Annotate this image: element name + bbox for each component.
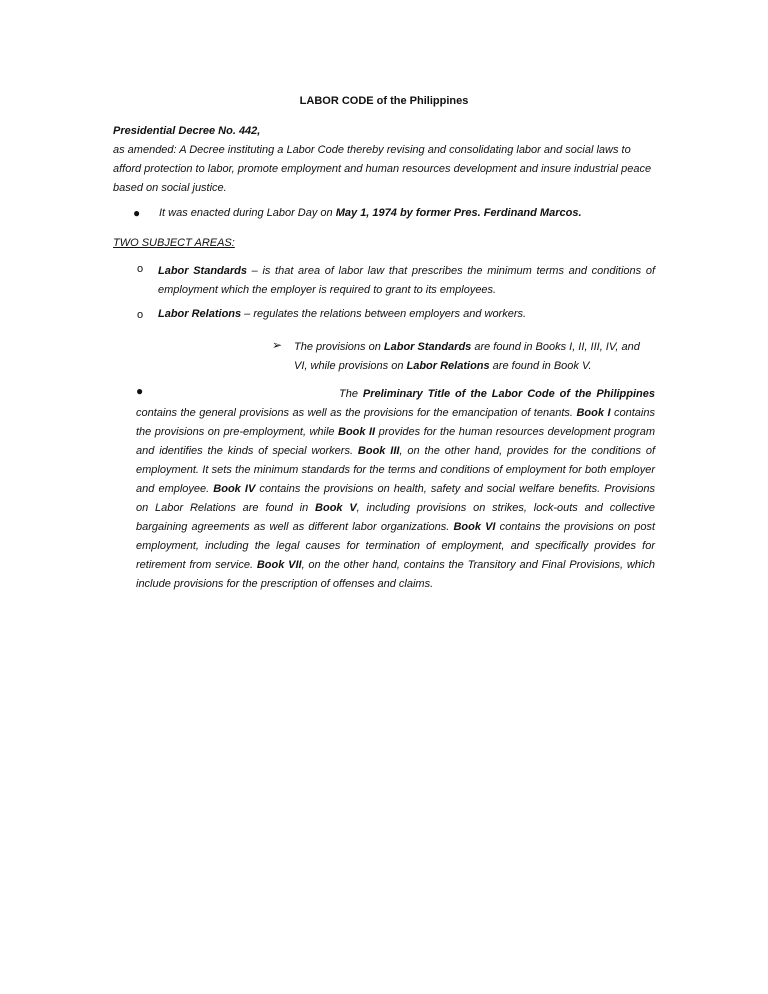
circle-bullet-icon: o bbox=[137, 263, 144, 275]
labor-relations-item: Labor Relations – regulates the relations between employers and workers. bbox=[158, 308, 527, 320]
labor-standards-item: Labor Standards – is that area of labor law that prescribes the minimum terms and conditions of employment which the employer is required to grant to its employees. bbox=[158, 265, 655, 296]
subject-areas-heading: TWO SUBJECT AREAS: bbox=[113, 237, 235, 249]
bullet-icon: ● bbox=[133, 206, 141, 220]
decree-heading: Presidential Decree No. 442, bbox=[113, 125, 261, 137]
document-title: LABOR CODE of the Philippines bbox=[299, 95, 469, 107]
books-summary-paragraph: The Preliminary Title of the Labor Code of the Philippines contains the general provisions as well as the provisions for the emancipation of tenants. Book I contains the provisions on pre-employment, while Book II provides for the human resources development program and identifies the kinds of special workers. Book III, on the other hand, provides for the conditions of employment. It sets the minimum standards for the terms and conditions of employment for both employer and employee. Book IV contains the provisions on health, safety and social welfare benefits. Provisions on Labor Relations are found in Book V, including provisions on strikes, lock-outs and collective bargaining agreements as well as different labor organizations. Book VI contains the provisions on post employment, including the legal causes for termination of employment, and specifically provides for retirement from service. Book VII, on the other hand, contains the Transitory and Final Provisions, which include provisions for the prescription of offenses and claims. bbox=[136, 388, 656, 590]
circle-bullet-icon: o bbox=[137, 309, 144, 321]
provisions-note: The provisions on Labor Standards are found in Books I, II, III, IV, and VI, while provisions on Labor Relations are found in Book V. bbox=[294, 341, 640, 372]
intro-paragraph: as amended: A Decree instituting a Labor Code thereby revising and consolidating labor and social laws to afford protection to labor, promote employment and human resources development and insure industrial peace based on social justice. bbox=[113, 144, 652, 194]
arrow-bullet-icon: ➢ bbox=[272, 338, 283, 352]
enactment-text: It was enacted during Labor Day on May 1, 1974 by former Pres. Ferdinand Marcos. bbox=[159, 207, 582, 219]
bullet-icon: ● bbox=[136, 384, 144, 398]
